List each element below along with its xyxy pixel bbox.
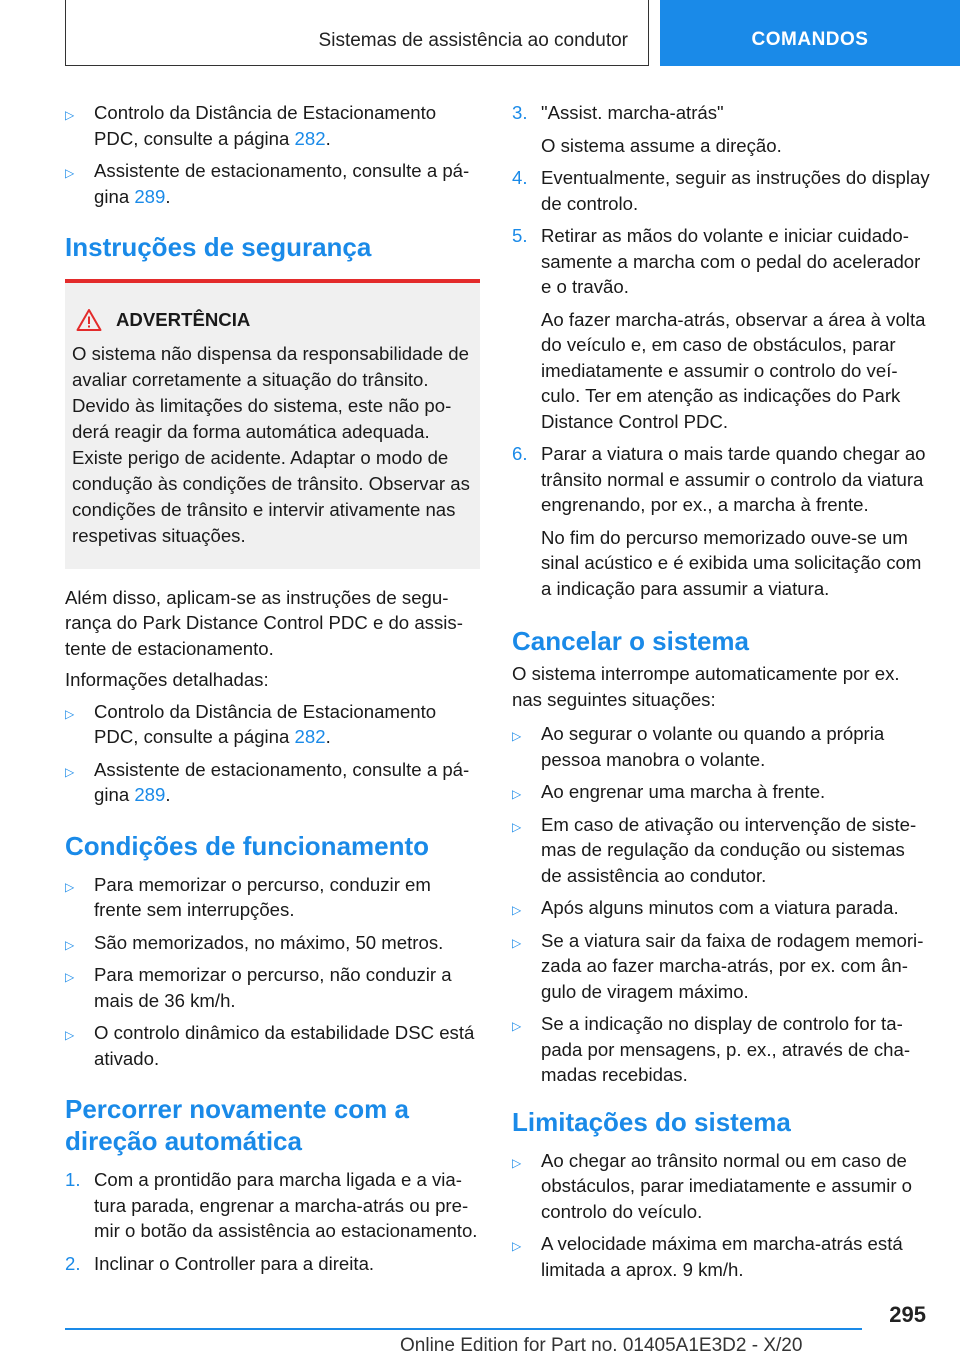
cancel-heading: Cancelar o sistema [512, 626, 750, 656]
step-number: 6. [512, 443, 528, 464]
right-column [512, 100, 930, 1289]
step-note: Ao fazer marcha-atrás, observar a área à volta do veículo e, em caso de obstáculos, parar imediatamente e assumir o controlo do veículo. Ter em atenção as indicações do Park Distance Control PDC. [541, 308, 926, 432]
details-bullet-list [65, 699, 480, 808]
triangle-right-icon: ▷ [65, 706, 75, 721]
list-item: ▷ O controlo dinâmico da estabilidade DSC está ativado. [65, 1022, 475, 1069]
details-label: Informações detalhadas: [65, 669, 269, 690]
step-note: No fim do percurso memorizado ouve-se um sinal acústico e é exibida uma solicitação com a indicação para assumir a viatura. [541, 526, 922, 599]
triangle-right-icon: ▷ [512, 729, 522, 743]
list-item: ▷ Controlo da Distância de Estacionamento PDC, consulte a página 282. [65, 700, 437, 747]
steps-list-continued [512, 100, 930, 601]
list-item: ▷ Ao engrenar uma marcha à frente. [512, 779, 930, 805]
left-column [65, 100, 480, 1283]
conditions-bullet-list [65, 872, 480, 1072]
triangle-right-icon: ▷ [65, 166, 75, 180]
step-number: 1. [65, 1169, 81, 1190]
list-item: ▷ Assistente de estacionamento, consulte a página 289. [65, 160, 470, 207]
list-item: ▷ Ao segurar o volante ou quando a própria pessoa manobra o volante. [512, 723, 885, 770]
list-item: ▷ Ao chegar ao trânsito normal ou em caso de obstáculos, parar imediatamente e assumir o controlo do veículo. [512, 1149, 913, 1222]
triangle-right-icon: ▷ [65, 970, 75, 984]
triangle-right-icon: ▷ [512, 1155, 522, 1170]
list-item: ▷ Assistente de estacionamento, consulte a página 289. [65, 758, 470, 805]
page-link[interactable]: 289 [134, 185, 166, 207]
step-item: 6. Parar a viatura o mais tarde quando chegar ao trânsito normal e assumir o controlo da viatura engrenando, por ex., a marcha à frente. No fim do percurso memorizado ouve-se um sinal acústico e é exibida uma solicitação com a indicação para assumir a viatura. [512, 441, 930, 601]
triangle-right-icon: ▷ [512, 1019, 522, 1033]
header-chapter-tab: COMANDOS [660, 0, 960, 66]
safety-heading: Instruções de segurança [65, 232, 372, 262]
warning-text: O sistema não dispensa da responsabilidade de avaliar corretamente a situação do trânsito. Devido às limitações do sistema, este não poderá reagir da forma automática adequada. Existe perigo de acidente. Adaptar o modo de condução às condições de trânsito. Observar as condições de trânsito e intervir ativamente nas respetivas situações. [72, 342, 470, 546]
triangle-right-icon: ▷ [512, 787, 522, 801]
intro-bullet-list [65, 100, 480, 209]
step-item: 4. Eventualmente, seguir as instruções do display de controlo. [512, 167, 930, 214]
list-item: ▷ Para memorizar o percurso, não conduzir a mais de 36 km/h. [65, 964, 452, 1011]
warning-title: ADVERTÊNCIA [72, 307, 470, 333]
triangle-right-icon: ▷ [65, 108, 75, 122]
step-number: 5. [512, 225, 528, 246]
limits-bullet-list [512, 1148, 930, 1283]
triangle-right-icon: ▷ [512, 819, 522, 834]
list-item: ▷ Se a viatura sair da faixa de rodagem memorizada ao fazer marcha-atrás, por ex. com ângulo de viragem máximo. [512, 929, 924, 1002]
list-item: ▷ Controlo da Distância de Estacionamento PDC, consulte a página 282. [65, 102, 437, 149]
cancel-paragraph: O sistema interrompe automaticamente por ex. nas seguintes situações: [512, 663, 900, 710]
safety-paragraph: Além disso, aplicam-se as instruções de segurança do Park Distance Control PDC e do assistente de estacionamento. [65, 586, 463, 659]
header-section-box [65, 0, 649, 66]
footer-edition: Online Edition for Part no. 01405A1E3D2 - X/20 [400, 1335, 803, 1356]
page-header [0, 0, 960, 66]
step-number: 3. [512, 102, 528, 123]
triangle-right-icon: ▷ [65, 1028, 75, 1042]
triangle-right-icon: ▷ [65, 764, 75, 779]
limits-heading: Limitações do sistema [512, 1106, 791, 1137]
step-item: 2. Inclinar o Controller para a direita. [65, 1251, 480, 1277]
page-link[interactable]: 282 [294, 726, 326, 747]
page-link[interactable]: 289 [134, 784, 166, 805]
redrive-heading: Percorrer novamente com a direção automática [65, 1094, 409, 1156]
warning-box [65, 279, 480, 569]
list-item: ▷ A velocidade máxima em marcha-atrás está limitada a aprox. 9 km/h. [512, 1233, 903, 1280]
step-item: 5. Retirar as mãos do volante e iniciar cuidadosamente a marcha com o pedal do acelerador e o travão. Ao fazer marcha-atrás, observar a área à volta do veículo e, em caso de obstáculos, parar imediatamente e assumir o controlo do veículo. Ter em atenção as indicações do Park Distance Control PDC. [512, 223, 930, 434]
list-item: ▷ Após alguns minutos com a viatura parada. [512, 895, 930, 921]
page-link[interactable]: 282 [294, 127, 326, 149]
step-number: 2. [65, 1252, 81, 1274]
header-section-title: Sistemas de assistência ao condutor [318, 30, 628, 51]
triangle-right-icon: ▷ [65, 879, 75, 894]
conditions-heading: Condições de funcionamento [65, 830, 430, 861]
list-item: ▷ Para memorizar o percurso, conduzir em frente sem interrupções. [65, 873, 431, 920]
triangle-right-icon: ▷ [512, 935, 522, 950]
triangle-right-icon: ▷ [512, 903, 522, 917]
triangle-right-icon: ▷ [512, 1239, 522, 1253]
list-item: ▷ Em caso de ativação ou intervenção de sistemas de regulação da condução ou sistemas de assistência ao condutor. [512, 813, 917, 886]
warning-triangle-icon [76, 308, 102, 332]
cancel-bullet-list [512, 721, 930, 1088]
triangle-right-icon: ▷ [65, 937, 75, 952]
step-item: 3. "Assist. marcha-atrás" O sistema assume a direção. [512, 100, 930, 158]
list-item: ▷ Se a indicação no display de controlo for tapada por mensagens, p. ex., através de chamadas recebidas. [512, 1013, 911, 1085]
step-note: O sistema assume a direção. [541, 134, 782, 156]
page-number: 295 [889, 1302, 926, 1327]
footer-divider [65, 1328, 862, 1330]
step-item: 1. Com a prontidão para marcha ligada e a viatura parada, engrenar a marcha-atrás ou premir o botão da assistência ao estacionamento. [65, 1169, 478, 1241]
list-item: ▷ São memorizados, no máximo, 50 metros. [65, 930, 480, 956]
step-number: 4. [512, 167, 528, 188]
steps-list [65, 1167, 480, 1276]
